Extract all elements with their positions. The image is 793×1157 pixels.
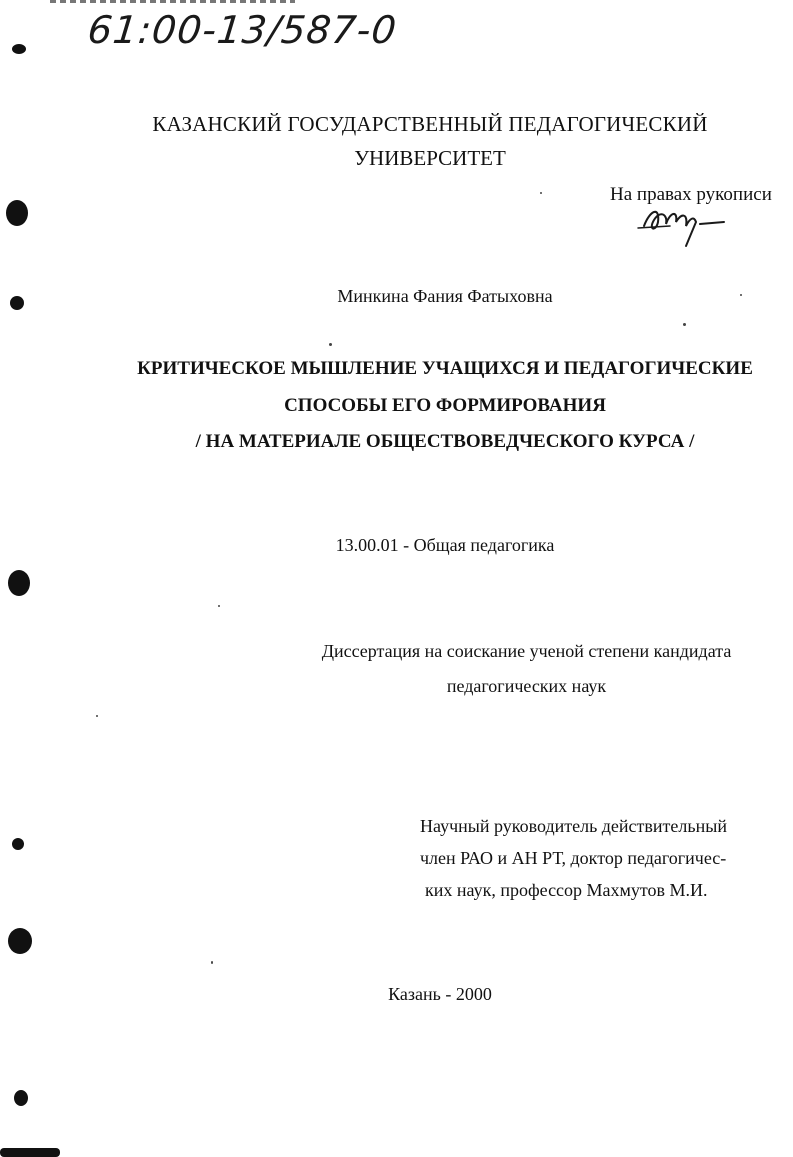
scan-speck <box>211 961 213 964</box>
degree-statement-line1: Диссертация на соискание ученой степени кандидата <box>321 641 732 661</box>
signature-icon <box>630 192 740 250</box>
scan-speck <box>329 343 332 346</box>
place-and-year: Казань - 2000 <box>388 984 492 1004</box>
dissertation-title-line3: / НА МАТЕРИАЛЕ ОБЩЕСТВОВЕДЧЕСКОГО КУРСА / <box>195 431 695 452</box>
dissertation-title-line1: КРИТИЧЕСКОЕ МЫШЛЕНИЕ УЧАЩИХСЯ И ПЕДАГОГИЧЕСКИЕ <box>137 358 753 379</box>
scan-speck <box>740 294 742 296</box>
advisor-line2: член РАО и АН РТ, доктор педагогичес- <box>420 848 727 868</box>
punch-hole <box>10 296 24 310</box>
rights-note: На правах рукописи <box>610 184 772 205</box>
punch-hole <box>8 570 30 596</box>
scan-speck <box>218 605 220 607</box>
punch-hole <box>12 44 26 54</box>
archive-stamp-code: 61:00-13/587-0 <box>85 8 400 52</box>
advisor-line1: Научный руководитель действительный <box>420 816 727 836</box>
author-name: Минкина Фания Фатыховна <box>337 286 553 306</box>
scan-speck <box>540 192 542 194</box>
punch-hole <box>14 1090 28 1106</box>
punch-hole <box>8 928 32 954</box>
dissertation-title-line2: СПОСОБЫ ЕГО ФОРМИРОВАНИЯ <box>284 395 606 416</box>
institution-name-line1: КАЗАНСКИЙ ГОСУДАРСТВЕННЫЙ ПЕДАГОГИЧЕСКИЙ <box>152 112 708 136</box>
scan-speck <box>96 715 98 717</box>
punch-hole <box>6 200 28 226</box>
top-edge-rule <box>50 0 295 3</box>
scan-edge-shadow <box>0 1148 60 1157</box>
scan-speck <box>683 323 686 326</box>
punch-hole <box>12 838 24 850</box>
advisor-line3: ких наук, профессор Махмутов М.И. <box>425 880 708 900</box>
institution-name-line2: УНИВЕРСИТЕТ <box>354 146 506 170</box>
degree-statement-line2: педагогических наук <box>446 676 607 696</box>
specialty-code: 13.00.01 - Общая педагогика <box>335 535 555 555</box>
